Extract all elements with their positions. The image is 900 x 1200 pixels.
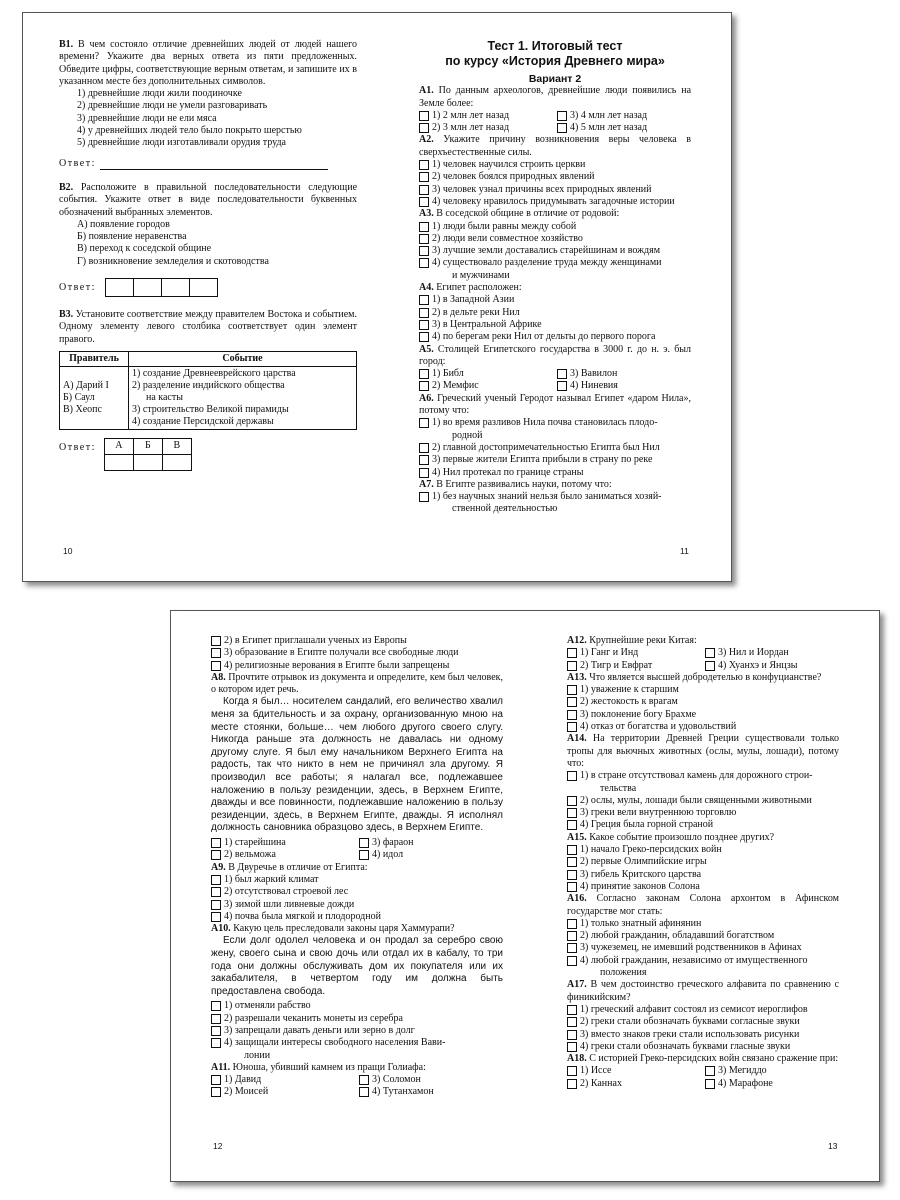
- a6-option[interactable]: 4) Нил протекал по границе страны: [419, 467, 691, 479]
- a4-option[interactable]: 3) в Центральной Африке: [419, 319, 691, 331]
- a1-option-2[interactable]: 2) 3 млн лет назад: [419, 122, 553, 134]
- a10-option[interactable]: 4) защищали интересы свободного населения Вави- лонии: [211, 1037, 503, 1062]
- checkbox[interactable]: [419, 172, 429, 182]
- a7-option[interactable]: 3) образование в Египте получали все свободные люди: [211, 647, 503, 659]
- checkbox[interactable]: [567, 1005, 577, 1015]
- b3-ruler: Б) Саул: [63, 392, 95, 404]
- b1-answer: Ответ:: [59, 158, 357, 170]
- a4-option[interactable]: 2) в дельте реки Нил: [419, 307, 691, 319]
- a14-option[interactable]: 4) Греция была горной страной: [567, 819, 839, 831]
- checkbox[interactable]: [419, 295, 429, 305]
- b2-option: В) переход к соседской общине: [77, 243, 212, 255]
- checkbox[interactable]: [567, 796, 577, 806]
- question-a15: А15. Какое событие произошло позднее других?: [567, 831, 775, 843]
- question-b3: В3. Установите соответствие между правителем Востока и событием. Одному элементу левого столбика соответствует один элемент правого.: [59, 309, 358, 345]
- a1-option-4[interactable]: 4) 5 млн лет назад: [557, 122, 691, 134]
- checkbox[interactable]: [211, 838, 221, 848]
- question-a16: А16. Согласно законам Солона архонтом в Афинском государстве мог стать:: [567, 893, 839, 917]
- b3-matching-table: [59, 351, 357, 430]
- checkbox[interactable]: [557, 381, 567, 391]
- checkbox[interactable]: [419, 455, 429, 465]
- checkbox[interactable]: [419, 111, 429, 121]
- checkbox[interactable]: [567, 808, 577, 818]
- b3-event: на касты: [146, 392, 183, 404]
- a5-option-1[interactable]: 1) Библ: [419, 368, 553, 380]
- checkbox[interactable]: [567, 722, 577, 732]
- a16-option[interactable]: 4) любой гражданин, независимо от имущественного положения: [567, 955, 839, 980]
- a12-option-4[interactable]: 4) Хуанхэ и Янцзы: [705, 660, 839, 672]
- checkbox[interactable]: [359, 838, 369, 848]
- b3-answer-grid[interactable]: А Б В: [104, 438, 192, 470]
- a3-option[interactable]: 4) существовало разделение труда между женщинами и мужчинами: [419, 257, 691, 282]
- a9-option[interactable]: 3) зимой шли ливневые дожди: [211, 899, 503, 911]
- a13-option[interactable]: 3) поклонение богу Брахме: [567, 709, 839, 721]
- checkbox[interactable]: [567, 845, 577, 855]
- a13-option[interactable]: 1) уважение к старшим: [567, 684, 839, 696]
- book-spread-pages-10-11: [22, 12, 732, 582]
- a10-option[interactable]: 2) разрешали чеканить монеты из серебра: [211, 1013, 503, 1025]
- checkbox[interactable]: [419, 468, 429, 478]
- b3-answer: Ответ: А Б В: [59, 438, 357, 470]
- b2-option: Б) появление неравенства: [77, 231, 187, 243]
- question-a4: А4. Египет расположен:: [419, 282, 522, 294]
- checkbox[interactable]: [567, 870, 577, 880]
- b3-col-ruler: Правитель: [60, 351, 129, 366]
- checkbox[interactable]: [567, 956, 577, 966]
- book-spread-pages-12-13: [170, 610, 880, 1182]
- b1-option: 3) древнейшие люди не ели мяса: [77, 112, 217, 124]
- b3-col-event: Событие: [129, 351, 357, 366]
- a11-option-3[interactable]: 3) Соломон: [359, 1074, 503, 1086]
- a4-option[interactable]: 1) в Западной Азии: [419, 294, 691, 306]
- checkbox[interactable]: [419, 123, 429, 133]
- checkbox[interactable]: [567, 697, 577, 707]
- a7-option[interactable]: 1) без научных знаний нельзя было заниматься хозяй- ственной деятельностью: [419, 491, 691, 516]
- a18-option-3[interactable]: 3) Мегиддо: [705, 1065, 839, 1077]
- a1-option-1[interactable]: 1) 2 млн лет назад: [419, 110, 553, 122]
- a16-option[interactable]: 3) чужеземец, не имевший родственников в Афинах: [567, 942, 839, 954]
- checkbox[interactable]: [567, 710, 577, 720]
- a14-option[interactable]: 3) греки вели внутреннюю торговлю: [567, 807, 839, 819]
- a11-option-1[interactable]: 1) Давид: [211, 1074, 355, 1086]
- test-title: Тест 1. Итоговый тест по курсу «История Древнего мира»: [445, 39, 665, 68]
- b3-event: 2) разделение индийского общества: [132, 380, 285, 392]
- checkbox[interactable]: [567, 1017, 577, 1027]
- a6-option[interactable]: 3) первые жители Египта прибыли в страну по реке: [419, 454, 691, 466]
- a2-option[interactable]: 1) человек научился строить церкви: [419, 159, 691, 171]
- a15-option[interactable]: 2) первые Олимпийские игры: [567, 856, 839, 868]
- question-a12: А12. Крупнейшие реки Китая:: [567, 635, 697, 646]
- b1-option: 4) у древнейших людей тело было покрыто шерстью: [77, 125, 302, 137]
- a17-option[interactable]: 3) вместо знаков греки стали использовать рисунки: [567, 1029, 839, 1041]
- a5-option-2[interactable]: 2) Мемфис: [419, 380, 553, 392]
- page-number: 10: [63, 546, 73, 556]
- checkbox[interactable]: [567, 1042, 577, 1052]
- b2-option: А) появление городов: [77, 218, 170, 230]
- a7-option[interactable]: 4) религиозные верования в Египте были запрещены: [211, 660, 503, 672]
- page-11: [419, 39, 691, 516]
- checkbox[interactable]: [211, 875, 221, 885]
- checkbox[interactable]: [419, 222, 429, 232]
- checkbox[interactable]: [567, 661, 577, 671]
- a2-option[interactable]: 4) человеку нравилось придумывать загадочные истории: [419, 196, 691, 208]
- question-a13: А13. Что является высшей добродетелью в конфуцианстве?: [567, 671, 822, 683]
- question-a14: А14. На территории Древней Греции существовали только тропы для вьючных животных (ослы, мулы, лошади), потому что:: [567, 733, 839, 769]
- a2-option[interactable]: 2) человек боялся природных явлений: [419, 171, 691, 183]
- question-b2: В2. Расположите в правильной последовательности следующие события. Укажите ответ в виде последовательности буквенных обозначений выбранных элементов.: [59, 181, 358, 218]
- a2-option[interactable]: 3) человек узнал причины всех природных явлений: [419, 184, 691, 196]
- checkbox[interactable]: [567, 771, 577, 781]
- checkbox[interactable]: [211, 1075, 221, 1085]
- checkbox[interactable]: [211, 648, 221, 658]
- page-number: 11: [680, 546, 689, 556]
- a10-option[interactable]: 3) запрещали давать деньги или зерно в долг: [211, 1025, 503, 1037]
- a3-option[interactable]: 1) люди были равны между собой: [419, 221, 691, 233]
- checkbox[interactable]: [211, 1087, 221, 1097]
- checkbox[interactable]: [211, 1001, 221, 1011]
- a9-option[interactable]: 2) отсутствовал строевой лес: [211, 886, 503, 898]
- a12-option-2[interactable]: 2) Тигр и Евфрат: [567, 660, 701, 672]
- b3-event: 4) создание Персидской державы: [132, 416, 274, 428]
- a5-option-4[interactable]: 4) Ниневия: [557, 380, 691, 392]
- a8-document-excerpt: Когда я был… носителем сандалий, его величество хвалил меня за бдительность и за охрану, организованную мною на месте стоянки, больше… чем любого другого своего слугу. Никогда раньше эта должность не давалась ни одному другому слуге. Я был ему начальником Верхнего Египта на радость, так что никто в нем не причинял зла другому. Я производил все работы; я налагал все, подлежавшее наложению в пользу резиденции, здесь, в Верхнем Египте, дважды и все повинности, подлежавшие наложению в пользу резиденции, здесь, в Верхнем Египте, дважды. Я исполнял должность сановника образцово здесь, в Верхнем Египте.: [211, 696, 503, 834]
- question-a9: А9. В Двуречье в отличие от Египта:: [211, 861, 368, 873]
- checkbox[interactable]: [557, 123, 567, 133]
- a18-option-4[interactable]: 4) Марафоне: [705, 1078, 839, 1090]
- a9-option[interactable]: 1) был жаркий климат: [211, 874, 503, 886]
- checkbox[interactable]: [211, 1014, 221, 1024]
- checkbox[interactable]: [419, 185, 429, 195]
- checkbox[interactable]: [557, 111, 567, 121]
- question-a3: А3. В соседской общине в отличие от родовой:: [419, 208, 620, 220]
- question-a7: А7. В Египте развивались науки, потому что:: [419, 478, 612, 490]
- checkbox[interactable]: [419, 492, 429, 502]
- checkbox[interactable]: [705, 648, 715, 658]
- checkbox[interactable]: [211, 887, 221, 897]
- checkbox[interactable]: [705, 1079, 715, 1089]
- checkbox[interactable]: [359, 1075, 369, 1085]
- question-a6: А6. Греческий ученый Геродот называл Египет «даром Нила», потому что:: [419, 392, 691, 417]
- checkbox[interactable]: [567, 1079, 577, 1089]
- a8-option-1[interactable]: 1) старейшина: [211, 837, 355, 849]
- checkbox[interactable]: [567, 919, 577, 929]
- checkbox[interactable]: [419, 308, 429, 318]
- question-a5: А5. Столицей Египетского государства в 3000 г. до н. э. был город:: [419, 343, 692, 367]
- a14-option[interactable]: 1) в стране отсутствовал камень для дорожного строи- тельства: [567, 770, 839, 795]
- a11-option-2[interactable]: 2) Моисей: [211, 1086, 355, 1098]
- a15-option[interactable]: 4) принятие законов Солона: [567, 881, 839, 893]
- checkbox[interactable]: [419, 381, 429, 391]
- checkbox[interactable]: [567, 1066, 577, 1076]
- a15-option[interactable]: 1) начало Греко-персидских войн: [567, 844, 839, 856]
- checkbox[interactable]: [419, 332, 429, 342]
- checkbox[interactable]: [211, 850, 221, 860]
- question-b1: В1. В чем состояло отличие древнейших людей от людей нашего времени? Укажите два верных ответа из пяти предложенных. Обведите цифры, соответствующие верным ответам, и запишите их в указанном месте без дополнительных символов.: [59, 39, 357, 87]
- question-a17: А17. В чем достоинство греческого алфавита по сравнению с финикийским?: [567, 979, 840, 1003]
- checkbox[interactable]: [567, 648, 577, 658]
- a17-option[interactable]: 2) греки стали обозначать буквами согласные звуки: [567, 1016, 839, 1028]
- question-a2: А2. Укажите причину возникновения веры человека в сверхъестественные силы.: [419, 134, 691, 158]
- a13-option[interactable]: 4) отказ от богатства и удовольствий: [567, 721, 839, 733]
- page-10: [59, 39, 357, 471]
- a6-option[interactable]: 1) во время разливов Нила почва становилась плодо- родной: [419, 417, 691, 442]
- checkbox[interactable]: [567, 931, 577, 941]
- checkbox[interactable]: [419, 160, 429, 170]
- a4-option[interactable]: 4) по берегам реки Нил от дельты до первого порога: [419, 331, 691, 343]
- a3-option[interactable]: 2) люди вели совместное хозяйство: [419, 233, 691, 245]
- checkbox[interactable]: [419, 197, 429, 207]
- checkbox[interactable]: [419, 320, 429, 330]
- page-12: [211, 635, 503, 1099]
- a1-option-3[interactable]: 3) 4 млн лет назад: [557, 110, 691, 122]
- a16-option[interactable]: 1) только знатный афинянин: [567, 918, 839, 930]
- question-a18: А18. С историей Греко-персидских войн связано сражение при:: [567, 1053, 839, 1065]
- a8-option-3[interactable]: 3) фараон: [359, 837, 503, 849]
- a3-option[interactable]: 3) лучшие земли доставались старейшинам и вождям: [419, 245, 691, 257]
- checkbox[interactable]: [567, 857, 577, 867]
- checkbox[interactable]: [211, 900, 221, 910]
- checkbox[interactable]: [211, 1026, 221, 1036]
- checkbox[interactable]: [419, 443, 429, 453]
- a8-option-4[interactable]: 4) идол: [359, 849, 503, 861]
- a8-option-2[interactable]: 2) вельможа: [211, 849, 355, 861]
- checkbox[interactable]: [705, 661, 715, 671]
- checkbox[interactable]: [211, 912, 221, 922]
- a17-option[interactable]: 1) греческий алфавит состоял из семисот иероглифов: [567, 1004, 839, 1016]
- b3-ruler: А) Дарий I: [63, 380, 109, 392]
- page-number: 12: [213, 1141, 223, 1151]
- checkbox[interactable]: [705, 1066, 715, 1076]
- b2-answer: Ответ:: [59, 278, 357, 297]
- checkbox[interactable]: [211, 636, 221, 646]
- a9-option[interactable]: 4) почва была мягкой и плодородной: [211, 911, 503, 923]
- checkbox[interactable]: [211, 1038, 221, 1048]
- a10-option[interactable]: 1) отменяли рабство: [211, 1000, 503, 1012]
- checkbox[interactable]: [419, 246, 429, 256]
- page-number: 13: [828, 1141, 838, 1151]
- a11-option-4[interactable]: 4) Тутанхамон: [359, 1086, 503, 1098]
- variant-label: Вариант 2: [528, 73, 582, 85]
- a13-option[interactable]: 2) жестокость к врагам: [567, 696, 839, 708]
- b3-event: 3) строительство Великой пирамиды: [132, 404, 289, 416]
- checkbox[interactable]: [567, 685, 577, 695]
- b1-answer-line[interactable]: [100, 159, 328, 170]
- checkbox[interactable]: [419, 369, 429, 379]
- checkbox[interactable]: [567, 882, 577, 892]
- a14-option[interactable]: 2) ослы, мулы, лошади были священными животными: [567, 795, 839, 807]
- question-a1: А1. По данным археологов, древнейшие люди появились на Земле более:: [419, 85, 692, 109]
- page-13: [567, 635, 839, 1090]
- checkbox[interactable]: [211, 661, 221, 671]
- a6-option[interactable]: 2) главной достопримечательностью Египта был Нил: [419, 442, 691, 454]
- checkbox[interactable]: [567, 943, 577, 953]
- checkbox[interactable]: [567, 1030, 577, 1040]
- checkbox[interactable]: [419, 418, 429, 428]
- question-a10: А10. Какую цель преследовали законы царя Хаммурапи?: [211, 923, 455, 935]
- b1-option: 5) древнейшие люди изготавливали орудия труда: [77, 137, 286, 149]
- a16-option[interactable]: 2) любой гражданин, обладавший богатством: [567, 930, 839, 942]
- checkbox[interactable]: [359, 1087, 369, 1097]
- a10-document-excerpt: Если долг одолел человека и он продал за серебро свою жену, своего сына и свою дочь или отдал их в кабалу, то три года они должны обслуживать дом их покупателя или их закабалителя, в четвертом году им должна быть предоставлена свобода.: [211, 935, 503, 997]
- checkbox[interactable]: [557, 369, 567, 379]
- a18-option-1[interactable]: 1) Иссе: [567, 1065, 701, 1077]
- b1-option: 1) древнейшие люди жили поодиночке: [77, 88, 242, 100]
- a17-option[interactable]: 4) греки стали обозначать буквами гласные звуки: [567, 1041, 839, 1053]
- b1-option: 2) древнейшие люди не умели разговаривать: [77, 100, 268, 112]
- a15-option[interactable]: 3) гибель Критского царства: [567, 869, 839, 881]
- a12-option-3[interactable]: 3) Нил и Иордан: [705, 647, 839, 659]
- a18-option-2[interactable]: 2) Каннах: [567, 1078, 701, 1090]
- a7-option[interactable]: 2) в Египет приглашали ученых из Европы: [211, 635, 503, 647]
- b2-option: Г) возникновение земледелия и скотоводства: [77, 255, 269, 267]
- question-a8: А8. Прочтите отрывок из документа и определите, кем был человек, о котором идет речь.: [211, 671, 504, 696]
- a12-option-1[interactable]: 1) Ганг и Инд: [567, 647, 701, 659]
- checkbox[interactable]: [567, 820, 577, 830]
- checkbox[interactable]: [359, 850, 369, 860]
- b3-event: 1) создание Древнееврейского царства: [132, 368, 296, 380]
- a5-option-3[interactable]: 3) Вавилон: [557, 368, 691, 380]
- b2-answer-boxes[interactable]: [106, 278, 218, 297]
- checkbox[interactable]: [419, 258, 429, 268]
- checkbox[interactable]: [419, 234, 429, 244]
- question-a11: А11. Юноша, убивший камнем из пращи Голиафа:: [211, 1061, 426, 1073]
- b3-ruler: В) Хеопс: [63, 404, 102, 416]
